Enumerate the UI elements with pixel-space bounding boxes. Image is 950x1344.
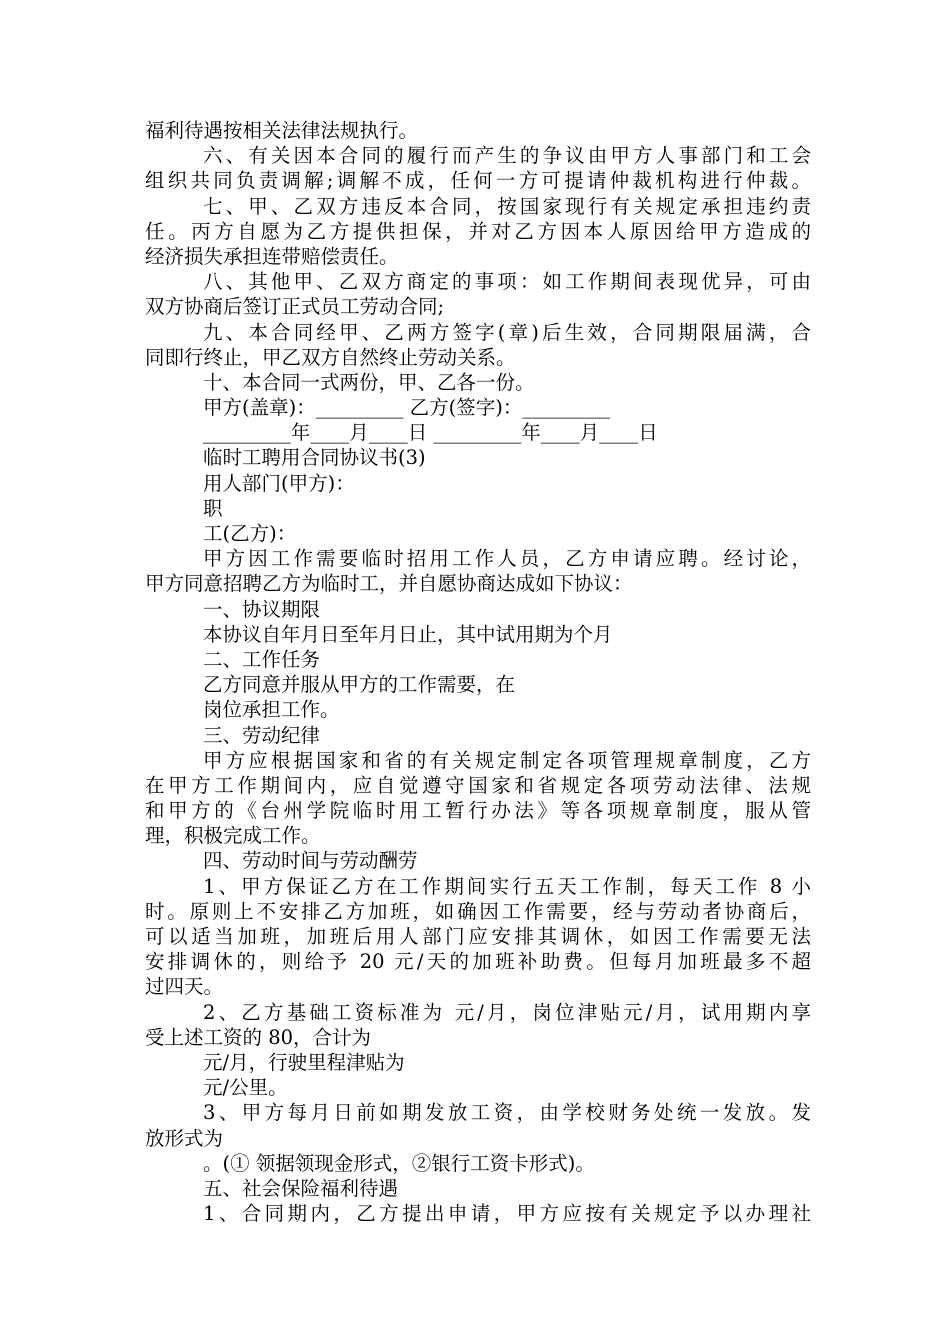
- text-line: 本协议自年月日至年月日止，其中试用期为个月: [203, 622, 613, 646]
- text-line: 同即行终止，甲乙双方自然终止劳动关系。: [145, 345, 516, 369]
- text-line: 八、其他甲、乙双方商定的事项：如工作期间表现优异，可由: [203, 270, 811, 294]
- text-line: 岗位承担工作。: [203, 698, 340, 722]
- text-line: 甲方同意招聘乙方为临时工，并自愿协商达成如下协议：: [145, 572, 633, 596]
- text-line: 1、甲方保证乙方在工作期间实行五天工作制，每天工作 8 小: [203, 874, 811, 898]
- text-line: 七、甲、乙双方违反本合同，按国家现行有关规定承担违约责: [203, 194, 811, 218]
- text-line: 十、本合同一式两份，甲、乙各一份。: [203, 370, 535, 394]
- text-line: 3、甲方每月日前如期发放工资，由学校财务处统一发放。发: [203, 1101, 811, 1125]
- text-line: 临时工聘用合同协议书(3): [203, 446, 426, 470]
- document-body: [145, 118, 811, 1226]
- text-line: 一、协议期限: [203, 597, 321, 621]
- text-line: 职: [203, 496, 223, 520]
- text-line: 可以适当加班，加班后用人部门应安排其调休，如因工作需要无法: [145, 925, 811, 948]
- text-line: 。(① 领据领现金形式，②银行工资卡形式)。: [203, 1151, 595, 1175]
- text-line: 乙方同意并服从甲方的工作需要，在: [203, 673, 516, 697]
- text-line: 用人部门(甲方)：: [203, 471, 355, 495]
- text-line: 元/公里。: [203, 1076, 288, 1100]
- text-line: 1、合同期内，乙方提出申请，甲方应按有关规定予以办理社: [203, 1202, 811, 1226]
- text-line: 和甲方的《台州学院临时用工暂行办法》等各项规章制度，服从管: [145, 799, 811, 823]
- text-line: 经济损失承担连带赔偿责任。: [145, 244, 399, 268]
- text-line: 过四天。: [145, 975, 224, 999]
- text-line: 时。原则上不安排乙方加班，如确因工作需要，经与劳动者协商后，: [145, 899, 811, 923]
- text-line: 在甲方工作期间内，应自觉遵守国家和省规定各项劳动法律、法规: [145, 773, 811, 797]
- text-line: 三、劳动纪律: [203, 723, 321, 747]
- text-line: 工(乙方)：: [203, 522, 297, 545]
- text-line: 双方协商后签订正式员工劳动合同;: [145, 295, 445, 319]
- text-line: 福利待遇按相关法律法规执行。: [145, 119, 419, 142]
- text-line: 元/月，行驶里程津贴为: [203, 1050, 405, 1074]
- text-line: 2、乙方基础工资标准为 元/月，岗位津贴元/月，试用期内享: [203, 1000, 811, 1024]
- text-line: 组织共同负责调解;调解不成，任何一方可提请仲裁机构进行仲裁。: [145, 169, 811, 193]
- text-line: 二、工作任务: [203, 647, 321, 671]
- text-line: 甲方应根据国家和省的有关规定制定各项管理规章制度，乙方: [203, 748, 811, 772]
- text-line: 理，积极完成工作。: [145, 824, 321, 848]
- text-line: 安排调休的，则给予 20 元/天的加班补助费。但每月加班最多不超: [145, 950, 811, 974]
- text-line: 九、本合同经甲、乙两方签字(章)后生效，合同期限届满，合: [203, 320, 811, 344]
- text-line: 受上述工资的 80，合计为: [145, 1025, 372, 1049]
- text-line: 甲方因工作需要临时招用工作人员，乙方申请应聘。经讨论，: [203, 547, 811, 571]
- text-line: 五、社会保险福利待遇: [203, 1176, 399, 1200]
- text-line: 四、劳动时间与劳动酬劳: [203, 849, 418, 873]
- text-line: _________年____月____日 _________年____月____日: [203, 421, 658, 445]
- text-line: 放形式为: [145, 1126, 224, 1150]
- text-line: 六、有关因本合同的履行而产生的争议由甲方人事部门和工会: [203, 144, 811, 168]
- text-line: 甲方(盖章)：_________ 乙方(签字)：_________: [203, 396, 611, 420]
- text-line: 任。丙方自愿为乙方提供担保，并对乙方因本人原因给甲方造成的: [145, 219, 811, 243]
